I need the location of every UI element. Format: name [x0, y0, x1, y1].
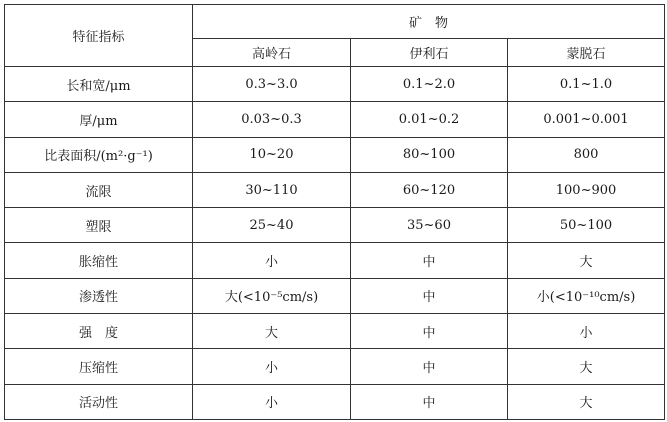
- table-cell: 30~110: [193, 172, 351, 207]
- table-cell: 0.001~0.001: [508, 102, 665, 137]
- table-cell: 25~40: [193, 208, 351, 243]
- row-label: 塑限: [5, 208, 193, 243]
- table-row: [5, 67, 665, 102]
- table-cell: 小: [508, 314, 665, 349]
- table-cell: 0.03~0.3: [193, 102, 351, 137]
- table-row: [5, 243, 665, 278]
- row-label: 厚/μm: [5, 102, 193, 137]
- table-cell: 大: [508, 349, 665, 384]
- feature-header-cell: 特征指标: [5, 5, 193, 67]
- table-cell: 大: [508, 384, 665, 419]
- row-label: 强 度: [5, 314, 193, 349]
- table-cell: 大(<10⁻⁵cm/s): [193, 278, 351, 313]
- row-label: 渗透性: [5, 278, 193, 313]
- table-cell: 大: [193, 314, 351, 349]
- row-label: 压缩性: [5, 349, 193, 384]
- table-cell: 50~100: [508, 208, 665, 243]
- clay-mineral-properties-table: [4, 4, 665, 420]
- table-cell: 10~20: [193, 137, 351, 172]
- row-label: 比表面积/(m²·g⁻¹): [5, 137, 193, 172]
- table-cell: 小(<10⁻¹⁰cm/s): [508, 278, 665, 313]
- table-cell: 小: [193, 243, 351, 278]
- table-cell: 中: [351, 349, 508, 384]
- table-cell: 中: [351, 314, 508, 349]
- table-cell: 35~60: [351, 208, 508, 243]
- table-cell: 60~120: [351, 172, 508, 207]
- table-row: [5, 314, 665, 349]
- table-row: [5, 278, 665, 313]
- table-cell: 0.01~0.2: [351, 102, 508, 137]
- table-cell: 0.3~3.0: [193, 67, 351, 102]
- table-cell: 小: [193, 384, 351, 419]
- mineral-group-header: 矿 物: [193, 5, 665, 39]
- mineral-header-montmorillonite: 蒙脱石: [508, 39, 665, 67]
- table-cell: 小: [193, 349, 351, 384]
- mineral-header-kaolinite: 高岭石: [193, 39, 351, 67]
- table-cell: 中: [351, 243, 508, 278]
- table-row: [5, 349, 665, 384]
- mineral-header-illite: 伊利石: [351, 39, 508, 67]
- row-label: 活动性: [5, 384, 193, 419]
- table-cell: 大: [508, 243, 665, 278]
- row-label: 长和宽/μm: [5, 67, 193, 102]
- table-row: [5, 172, 665, 207]
- table-cell: 100~900: [508, 172, 665, 207]
- table-row: [5, 137, 665, 172]
- table-cell: 中: [351, 278, 508, 313]
- table-cell: 800: [508, 137, 665, 172]
- table-cell: 0.1~2.0: [351, 67, 508, 102]
- table-cell: 80~100: [351, 137, 508, 172]
- table-row: [5, 384, 665, 419]
- table-cell: 0.1~1.0: [508, 67, 665, 102]
- table-cell: 中: [351, 384, 508, 419]
- row-label: 胀缩性: [5, 243, 193, 278]
- row-label: 流限: [5, 172, 193, 207]
- table-row: [5, 102, 665, 137]
- header-row-top: [5, 5, 665, 39]
- table-row: [5, 208, 665, 243]
